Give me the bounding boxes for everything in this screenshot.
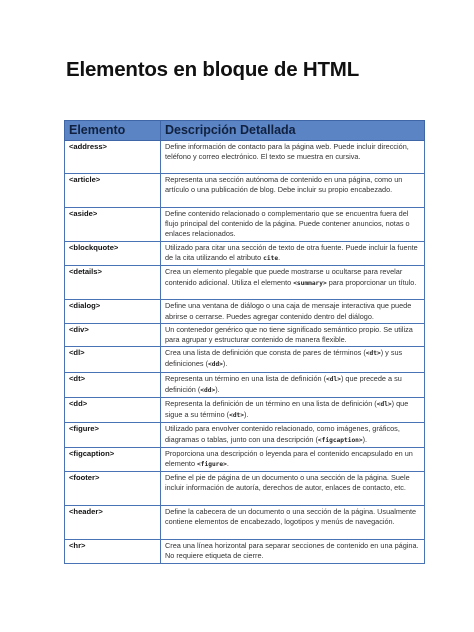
element-tag-cell: <figure> bbox=[65, 423, 161, 447]
description-text: ). bbox=[362, 434, 368, 444]
element-tag-cell: <hr> bbox=[65, 540, 161, 563]
element-description-cell bbox=[161, 174, 425, 208]
table-row bbox=[65, 242, 425, 266]
element-tag-cell: <dialog> bbox=[65, 300, 161, 323]
inline-code: <dt> bbox=[365, 350, 381, 358]
description-text: Define el pie de página de un documento o una sección de la página. Suele incluir información de autoría, derechos de autor, enlaces de contacto, etc. bbox=[165, 473, 410, 493]
description-text: ). bbox=[215, 384, 220, 394]
description-text: . bbox=[278, 253, 281, 263]
element-description-cell bbox=[161, 472, 425, 506]
element-tag-cell: <aside> bbox=[65, 208, 161, 242]
element-description-cell bbox=[161, 540, 425, 563]
element-description-cell bbox=[161, 266, 425, 300]
table-row bbox=[65, 347, 425, 372]
element-tag-cell: <dl> bbox=[65, 347, 161, 372]
element-tag-cell: <div> bbox=[65, 323, 161, 346]
element-description-cell bbox=[161, 242, 425, 266]
element-tag-cell: <address> bbox=[65, 141, 161, 174]
element-description-cell bbox=[161, 208, 425, 242]
element-tag-cell: <blockquote> bbox=[65, 242, 161, 266]
table-row bbox=[65, 472, 425, 506]
description-text: ) que sigue a su término ( bbox=[165, 399, 409, 420]
inline-code: <summary> bbox=[293, 279, 327, 287]
table-row bbox=[65, 372, 425, 397]
inline-code: <figure> bbox=[197, 461, 227, 469]
element-tag-cell: <footer> bbox=[65, 472, 161, 506]
table-row bbox=[65, 141, 425, 174]
description-text: Representa una sección autónoma de contenido en una página, como un artículo o una publicación de blog. Debe incluir su propio encabezado. bbox=[165, 175, 403, 195]
inline-code: <dl> bbox=[326, 375, 341, 383]
element-description-cell bbox=[161, 300, 425, 323]
inline-code: cite bbox=[263, 255, 279, 263]
description-text: Crea una lista de definición que consta de pares de términos ( bbox=[165, 348, 366, 358]
inline-code: <dt> bbox=[229, 412, 244, 420]
description-text: Utilizado para envolver contenido relacionado, como imágenes, gráficos, diagramas o tablas, junto con una descripción ( bbox=[165, 424, 400, 444]
element-description-cell bbox=[161, 347, 425, 372]
element-description-cell bbox=[161, 423, 425, 447]
element-description-cell bbox=[161, 141, 425, 174]
element-description-cell bbox=[161, 323, 425, 346]
element-description-cell bbox=[161, 506, 425, 540]
table-row bbox=[65, 506, 425, 540]
element-tag-cell: <header> bbox=[65, 506, 161, 540]
description-text: ) que precede a su definición ( bbox=[165, 373, 402, 394]
element-tag-cell: <figcaption> bbox=[65, 447, 161, 471]
header-elemento: Elemento bbox=[65, 121, 161, 141]
description-text: ) y sus definiciones ( bbox=[165, 348, 403, 369]
description-text: Representa un término en una lista de definición ( bbox=[165, 373, 327, 383]
description-text: Crea un elemento plegable que puede mostrarse u ocultarse para revelar contenido adicional. Utiliza el elemento bbox=[165, 267, 403, 287]
table-row bbox=[65, 174, 425, 208]
header-descripcion: Descripción Detallada bbox=[161, 121, 425, 141]
inline-code: <dd> bbox=[200, 386, 216, 394]
description-text: ). bbox=[244, 410, 249, 420]
description-text: Define información de contacto para la página web. Puede incluir dirección, teléfono y correo electrónico. El texto se muestra en cursiva. bbox=[165, 142, 409, 162]
description-text: Define contenido relacionado o complementario que se encuentra fuera del flujo principal del contenido de la página. Puede contener anuncios, notas o enlaces relacionados. bbox=[165, 209, 410, 239]
description-text: Crea una línea horizontal para separar secciones de contenido en una página. No requiere etiqueta de cierre. bbox=[165, 541, 419, 561]
table-row bbox=[65, 398, 425, 423]
inline-code: <figcaption> bbox=[317, 436, 363, 444]
description-text: . bbox=[226, 459, 229, 469]
table-row bbox=[65, 266, 425, 300]
description-text: Un contenedor genérico que no tiene significado semántico propio. Se utiliza para agrupar y estructurar contenido de manera flexible. bbox=[165, 324, 413, 345]
inline-code: <dl> bbox=[376, 401, 392, 409]
table-header-row bbox=[65, 121, 425, 141]
table-row bbox=[65, 447, 425, 471]
html-block-elements-table bbox=[64, 120, 425, 564]
element-tag-cell: <dd> bbox=[65, 398, 161, 423]
inline-code: <dd> bbox=[208, 361, 223, 369]
table-row bbox=[65, 423, 425, 447]
element-description-cell bbox=[161, 372, 425, 397]
table-row bbox=[65, 540, 425, 563]
element-tag-cell: <details> bbox=[65, 266, 161, 300]
element-tag-cell: <article> bbox=[65, 174, 161, 208]
element-description-cell bbox=[161, 398, 425, 423]
description-text: ). bbox=[222, 359, 228, 369]
table-row bbox=[65, 300, 425, 323]
description-text: Proporciona una descripción o leyenda para el contenido encapsulado en un elemento bbox=[165, 448, 413, 469]
element-tag-cell: <dt> bbox=[65, 372, 161, 397]
description-text: Define la cabecera de un documento o una sección de la página. Usualmente contiene elementos de encabezado, logotipos y menús de navegación. bbox=[165, 507, 417, 527]
table-row bbox=[65, 208, 425, 242]
description-text: Define una ventana de diálogo o una caja de mensaje interactiva que puede abrirse o cerrarse. Puedes agregar contenido dentro del diálogo. bbox=[165, 301, 412, 321]
page-title: Elementos en bloque de HTML bbox=[66, 58, 360, 81]
element-description-cell bbox=[161, 447, 425, 471]
description-text: para proporcionar un título. bbox=[326, 277, 417, 287]
table-row bbox=[65, 323, 425, 346]
description-text: Utilizado para citar una sección de texto de otra fuente. Puede incluir la fuente de la cita utilizando el atributo bbox=[165, 243, 418, 263]
description-text: Representa la definición de un término en una lista de definición ( bbox=[165, 399, 377, 409]
